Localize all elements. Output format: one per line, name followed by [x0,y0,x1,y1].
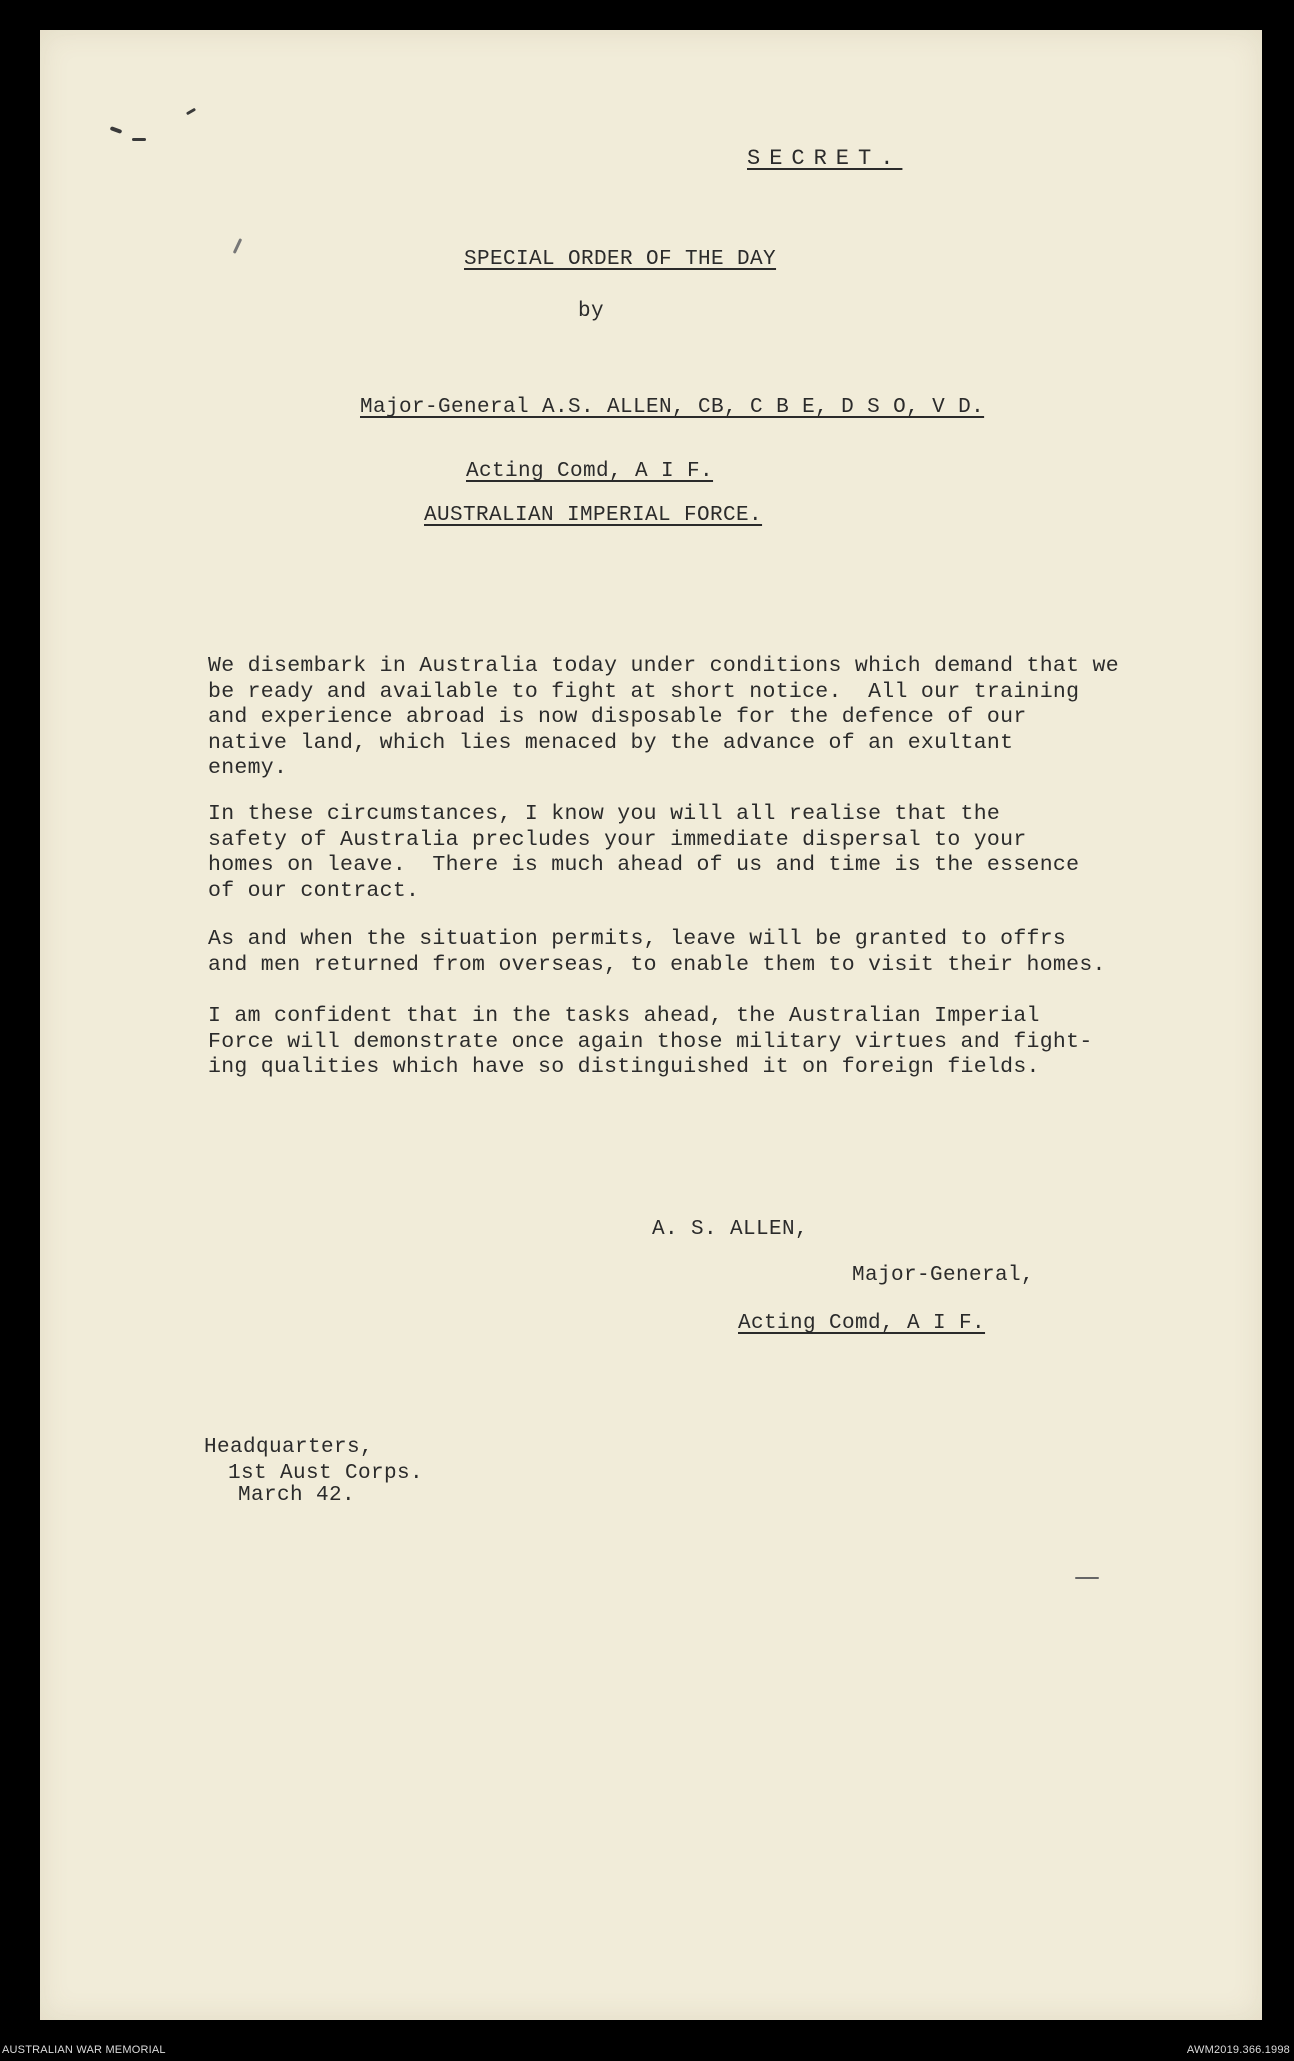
classification-heading: SECRET. [747,146,903,171]
document-title: SPECIAL ORDER OF THE DAY [464,248,777,271]
footer-accession-number: AWM2019.366.1998 [1186,2044,1290,2056]
signature-name: A. S. ALLEN, [652,1218,809,1241]
ink-mark [132,138,146,141]
body-paragraph: I am confident that in the tasks ahead, the Australian Imperial Force will demonstrate once again those military virtues and fight- ing qualities which have so distinguished it on foreign fields. [208,1004,1093,1079]
signature-rank: Major-General, [852,1264,1035,1287]
author-line: Major-General A.S. ALLEN, CB, C B E, D S O, V D. [360,396,985,419]
ink-mark [1075,1577,1099,1579]
origin-date: March 42. [238,1484,356,1507]
force-line: AUSTRALIAN IMPERIAL FORCE. [424,504,763,527]
footer-source: AUSTRALIAN WAR MEMORIAL [2,2044,166,2056]
origin-headquarters: Headquarters, [204,1436,374,1459]
body-paragraph: We disembark in Australia today under conditions which demand that we be ready and available to fight at short notice. All our training and experience abroad is now disposable for the defence of our native land, which lies menaced by the advance of an exultant enemy. [208,654,1119,780]
origin-corps: 1st Aust Corps. [228,1462,424,1485]
body-paragraph: As and when the situation permits, leave will be granted to offrs and men returned from overseas, to enable them to visit their homes. [208,927,1106,977]
signature-role: Acting Comd, A I F. [738,1312,986,1335]
by-line: by [578,300,605,323]
role-line: Acting Comd, A I F. [466,460,714,483]
body-paragraph: In these circumstances, I know you will all realise that the safety of Australia precludes your immediate dispersal to your homes on leave. There is much ahead of us and time is the essence of our contract. [208,802,1080,903]
